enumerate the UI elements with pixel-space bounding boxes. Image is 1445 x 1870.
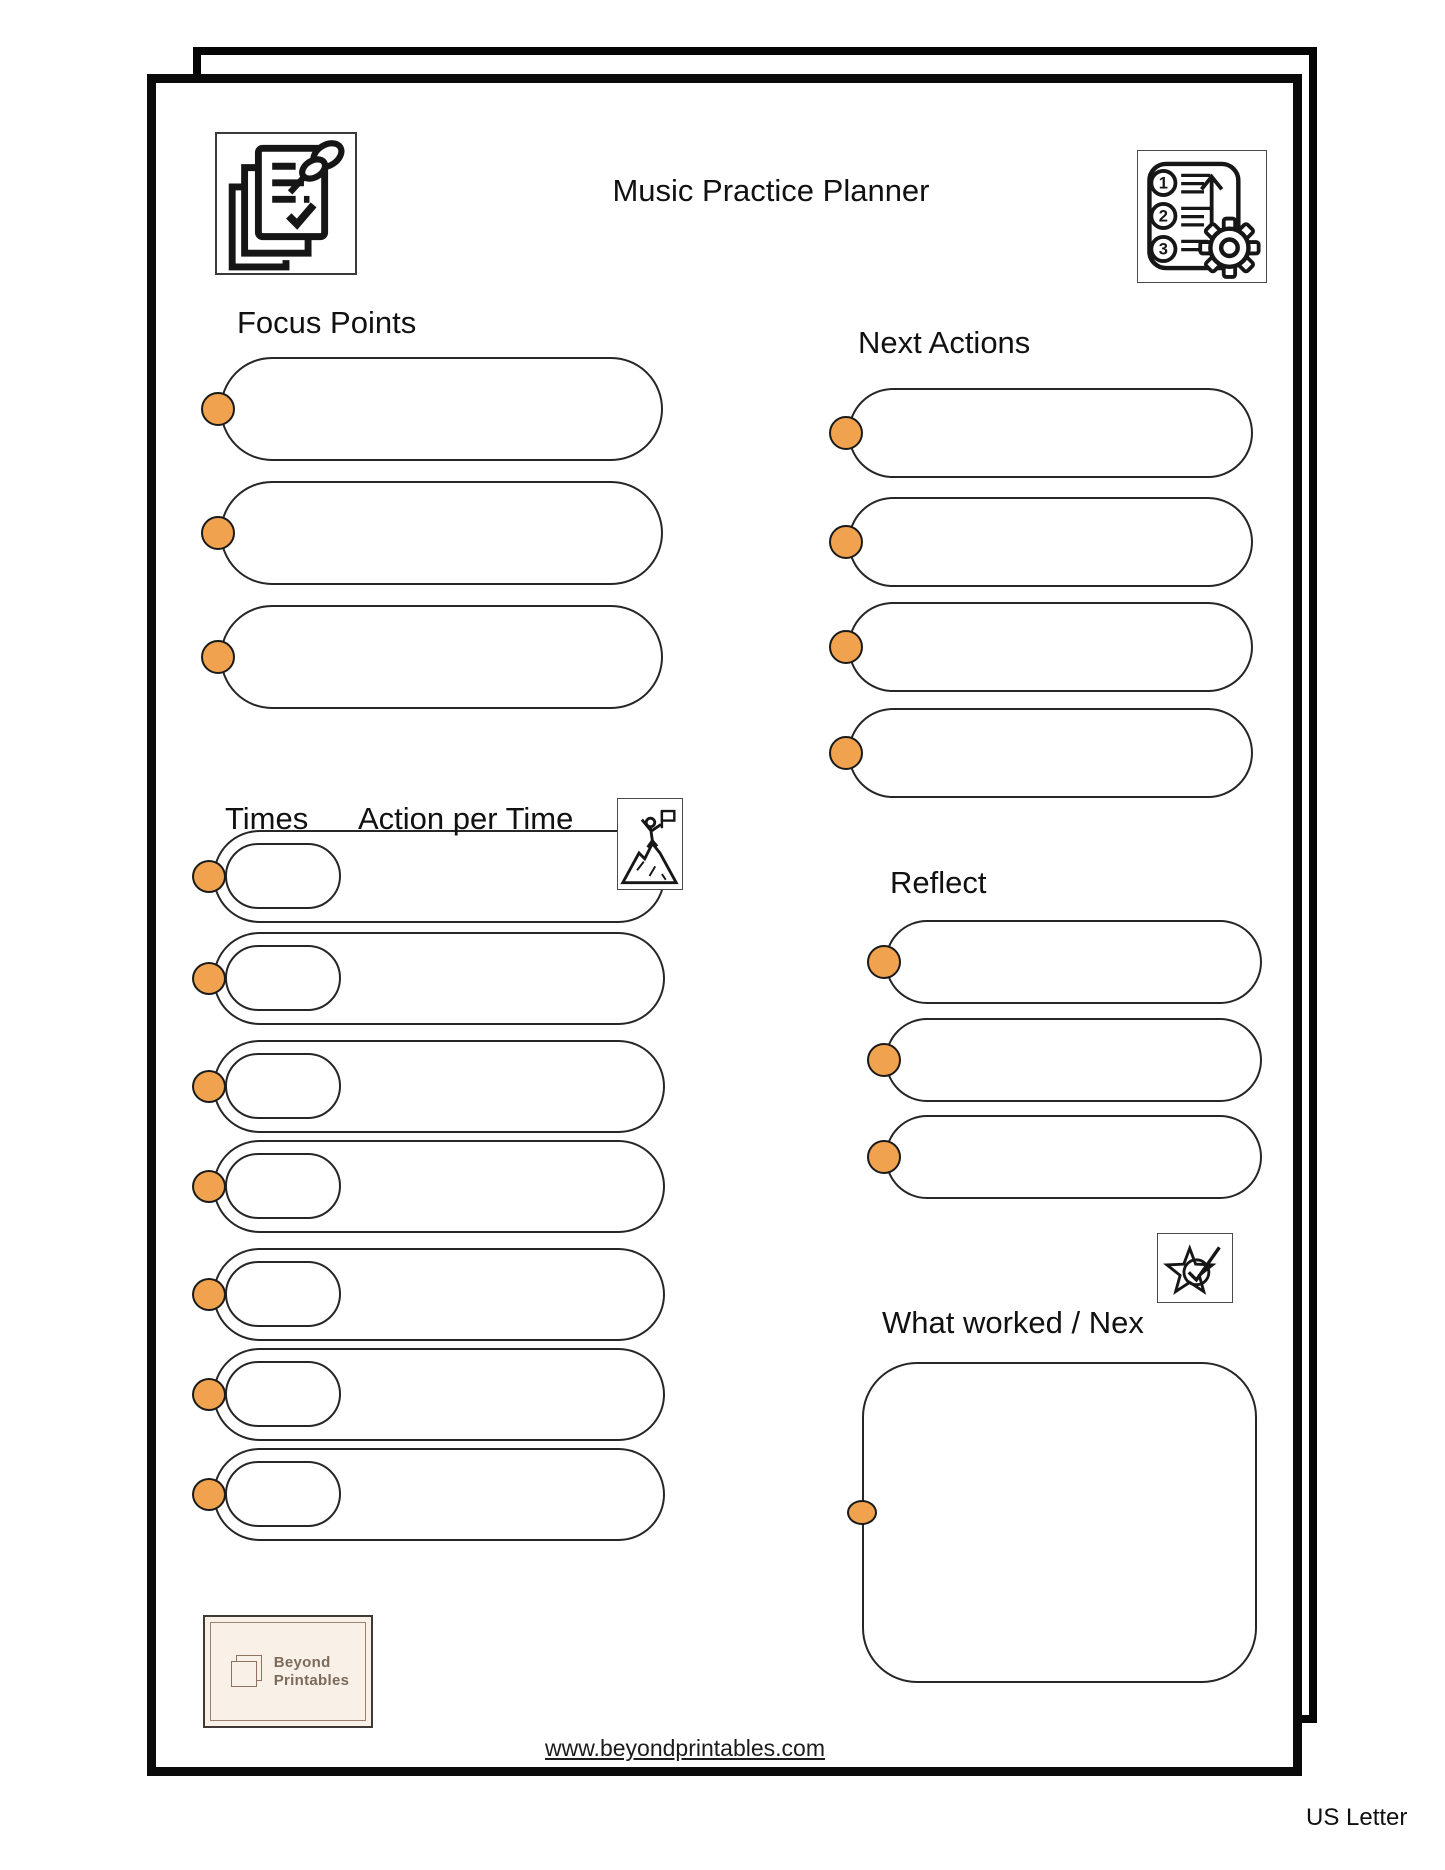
logo-line1: Beyond: [273, 1653, 331, 1671]
brand-logo: [203, 1615, 373, 1728]
time-field[interactable]: [225, 1461, 341, 1527]
stacked-pages-icon: [227, 1652, 267, 1692]
time-field[interactable]: [225, 1053, 341, 1119]
bullet-dot: [192, 1478, 226, 1511]
reflect-heading: Reflect: [890, 865, 987, 900]
bullet-dot: [829, 416, 863, 450]
page-title: Music Practice Planner: [612, 173, 930, 208]
bullet-dot: [867, 1043, 901, 1077]
focus-point-field[interactable]: [220, 357, 663, 461]
bullet-dot: [867, 945, 901, 979]
next-actions-heading: Next Actions: [858, 325, 1031, 360]
bullet-dot: [192, 1170, 226, 1203]
svg-text:2: 2: [1158, 207, 1168, 226]
action-per-time-heading: Action per Time: [358, 801, 574, 836]
reflect-field[interactable]: [885, 1115, 1262, 1199]
bullet-dot: [829, 525, 863, 559]
numbered-list-gear-icon: [1137, 150, 1267, 283]
paper-size-label: US Letter: [1306, 1804, 1408, 1831]
bullet-dot: [192, 860, 226, 893]
focus-point-field[interactable]: [220, 481, 663, 585]
clipboard-pin-icon: [215, 132, 357, 275]
star-check-icon: [1157, 1233, 1233, 1303]
bullet-dot: [847, 1500, 877, 1525]
time-field[interactable]: [225, 843, 341, 909]
page-square-front: [231, 1661, 257, 1687]
focus-point-field[interactable]: [220, 605, 663, 709]
climber-flag-icon: [617, 798, 683, 890]
bullet-dot: [192, 1378, 226, 1411]
logo-text: [274, 1654, 350, 1689]
time-field[interactable]: [225, 1361, 341, 1427]
bullet-dot: [867, 1140, 901, 1174]
what-worked-heading: What worked / Nex: [882, 1305, 1144, 1340]
bullet-dot: [201, 516, 235, 550]
bullet-dot: [829, 630, 863, 664]
bullet-dot: [192, 1070, 226, 1103]
time-field[interactable]: [225, 1153, 341, 1219]
reflect-field[interactable]: [885, 1018, 1262, 1102]
next-action-field[interactable]: [848, 388, 1253, 478]
reflect-field[interactable]: [885, 920, 1262, 1004]
times-heading: Times: [225, 801, 309, 836]
bullet-dot: [829, 736, 863, 770]
bullet-dot: [192, 962, 226, 995]
focus-points-heading: Focus Points: [237, 305, 417, 340]
next-action-field[interactable]: [848, 708, 1253, 798]
svg-text:1: 1: [1158, 174, 1168, 193]
what-worked-field[interactable]: [862, 1362, 1257, 1683]
bullet-dot: [192, 1278, 226, 1311]
next-action-field[interactable]: [848, 602, 1253, 692]
footer-url-link[interactable]: www.beyondprintables.com: [545, 1735, 825, 1761]
logo-line2: Printables: [273, 1671, 350, 1689]
time-field[interactable]: [225, 945, 341, 1011]
time-field[interactable]: [225, 1261, 341, 1327]
bullet-dot: [201, 392, 235, 426]
bullet-dot: [201, 640, 235, 674]
logo-frame: [210, 1622, 366, 1721]
svg-text:3: 3: [1158, 240, 1168, 259]
next-action-field[interactable]: [848, 497, 1253, 587]
